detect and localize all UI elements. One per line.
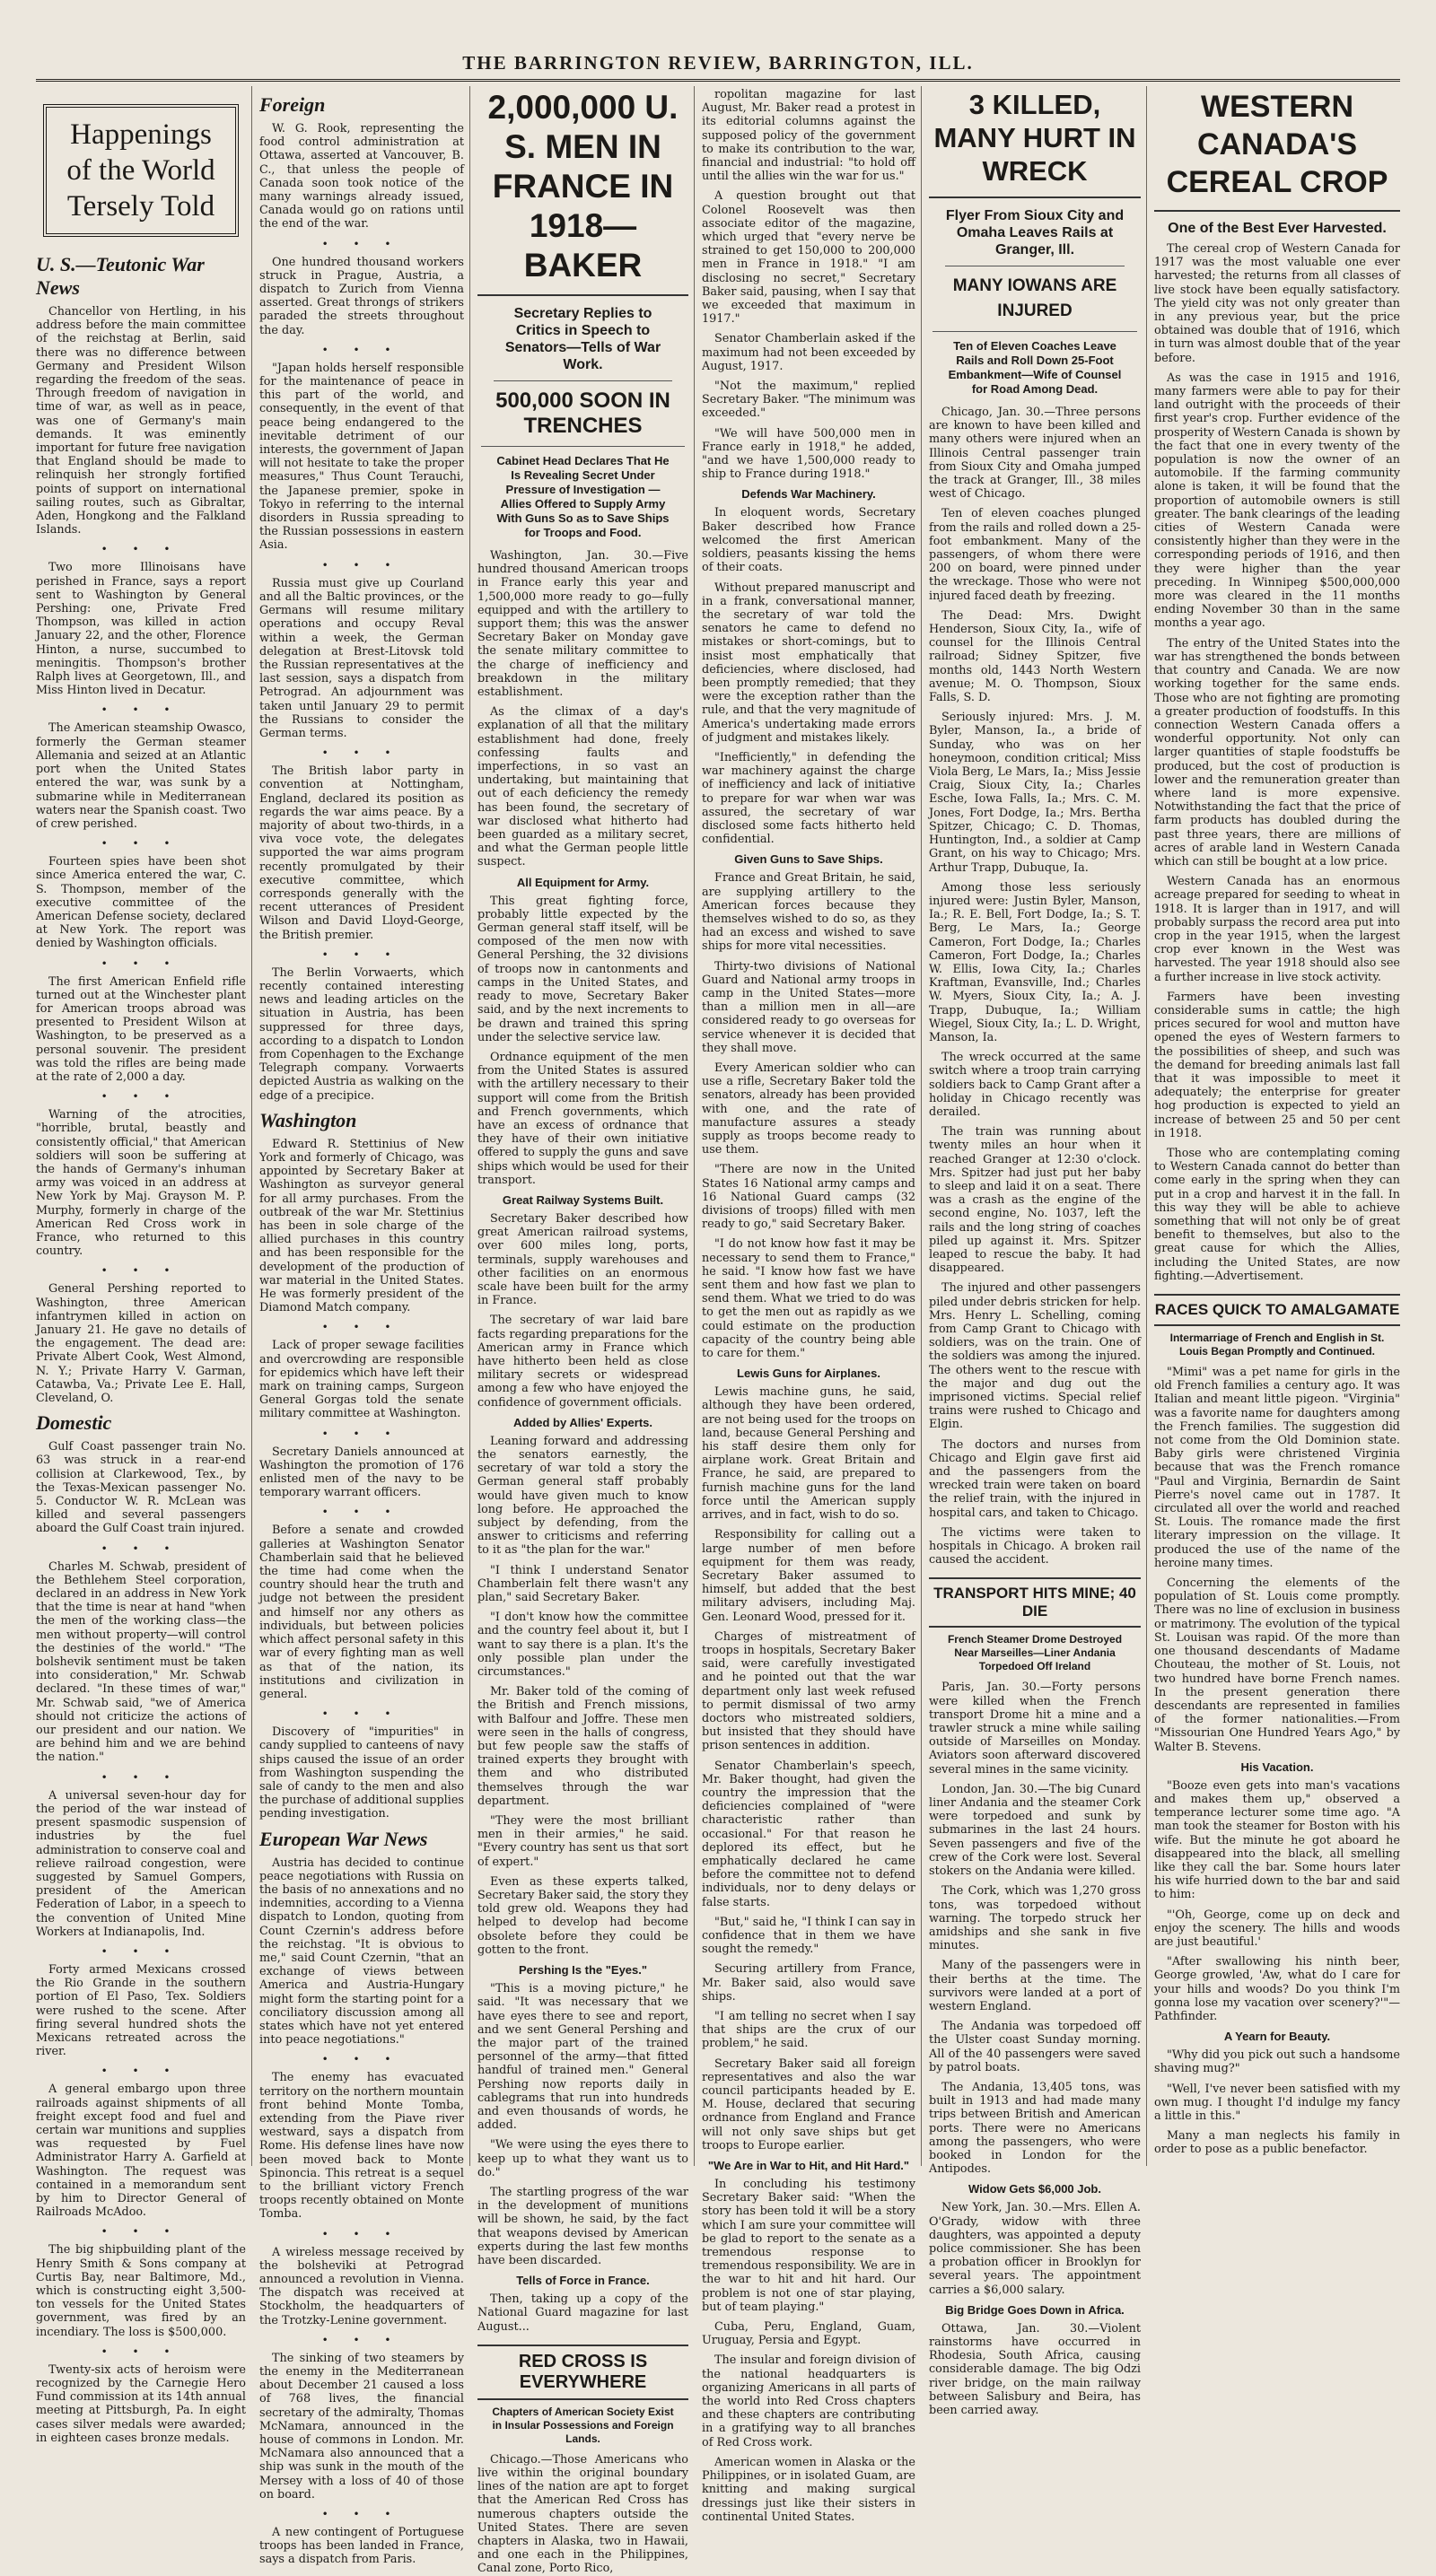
column-3 <box>477 88 688 2576</box>
news-paragraph: ropolitan magazine for last August, Mr. Baker read a protest in its editorial columns against the supposed policy of the government to make its contribution to the war, financial and industrial: "to hold off until the allies win the war for us." <box>702 88 915 184</box>
news-paragraph: "Mimi" was a pet name for girls in the old French families a century ago. It was Italian and meant little pigeon. "Virginia" was a favorite name for daughters among the French families. The suggestion did not come from the Old Dominion state. Baby girls were christened Virginia because that was the French romance "Paul and Virginia, Bernardin de Saint Pierre's novel came out in 1787. It circulated all over the world and reached St. Louis. The romance made the first literary impression on the village. It produced the use of the name of the heroine many times. <box>1154 1366 1400 1570</box>
news-paragraph: Many a man neglects his family in order to pose as a public benefactor. <box>1154 2129 1400 2157</box>
news-paragraph: "I don't know how the committee and the country feel about it, but I want to say there is a plan. It's the only possible plan under the circumstances." <box>477 1611 688 1680</box>
separator-dots: • • • <box>101 2345 181 2358</box>
news-paragraph: "We were using the eyes there to keep up to what they want us to do." <box>477 2138 688 2179</box>
separator-dots: • • • <box>321 1427 402 1440</box>
separator-dots: • • • <box>101 1541 181 1555</box>
news-paragraph: This great fighting force, probably little expected by the German general staff itself, will be composed of the men now with General Pershing, the 32 divisions of troops now in cantonments and camps in the United States, and ready to move, Secretary Baker said, and by the next increments to be drawn and trained this spring under the selective service law. <box>477 894 688 1044</box>
news-paragraph: As the climax of a day's explanation of all that the military establishment had done, freely confessing faults and imperfections, in so vast an undertaking, but maintaining that out of each deficiency the remedy has been found, the secretary of war disclosed what hitherto had been guarded as a military secret, and what the German people little suspect. <box>477 705 688 869</box>
section-head-teutonic: U. S.—Teutonic War News <box>36 253 205 299</box>
news-paragraph: "We will have 500,000 men in France early in 1918," he added, "and we have 1,500,000 ready to ship to France during 1918." <box>702 426 915 482</box>
news-paragraph: "Japan holds herself responsible for the maintenance of peace in this part of the world, and consequently, in the event of that peace being endangered to the inevitable detriment of our interests, the government of Japan will not hesitate to take the proper measures," Thus Count Terauchi, the Japanese premier, spoke in Tokyo in referring to the internal disorders in Russia spreading to the Russian possessions in eastern Asia. <box>259 361 464 553</box>
news-paragraph: A new contingent of Portuguese troops has been landed in France, says a dispatch from Paris. <box>259 2526 464 2567</box>
separator-dots: • • • <box>321 558 402 572</box>
news-paragraph: The entry of the United States into the war has strengthened the bonds between that country and Canada. We are now working together for the same ends. Those who are not fighting are promoting a greater production of foodstuffs. In this connection Western Canada offers a wonderful opportunity. Not only can larger quantities of staple foodstuffs be produced, but the cost of production is lower and the remuneration greater than where land is more expensive. Notwithstanding the fact that the price of farm products has doubled during the past three years, there are millions of acres of arable land in Western Canada which can still be bought at a low price. <box>1154 636 1400 869</box>
separator-dots: • • • <box>321 2333 402 2346</box>
section-head-washington: Washington <box>259 1108 357 1131</box>
races-headline: RACES QUICK TO AMALGAMATE <box>1154 1294 1400 1326</box>
canada-headline: WESTERN CANADA'S CEREAL CROP <box>1154 88 1400 212</box>
news-paragraph: The secretary of war laid bare facts regarding preparations for the American army in France which have hitherto been held as close military secrets or widespread among a few who have enjoyed the confidence of government officials. <box>477 1314 688 1410</box>
news-paragraph: Farmers have been investing considerable sums in cattle; the high prices secured for wool and mutton have opened the eyes of Western farmers to the possibilities of sheep, and such was the demand for breeding animals last fall that it was impossible to meet it adequately; the enterprise for greater hog production is expected to yield an increase of between 25 and 50 per cent in 1918. <box>1154 990 1400 1140</box>
masthead-title: THE BARRINGTON REVIEW, BARRINGTON, ILL. <box>462 52 974 74</box>
news-paragraph: Chicago, Jan. 30.—Three persons are known to have been killed and many others were injured when an Illinois Central passenger train from Sioux City and Omaha jumped the track at Granger, Ill., 38 miles west of Chicago. <box>929 406 1141 502</box>
news-paragraph: Two more Illinoisans have perished in France, says a report sent to Washington by General Pershing: one, Private Fred Thompson, was killed in action January 22, and the other, Florence Hinton, a nurse, succumbed to meningitis. Thompson's brother Ralph lives at Georgetown, Ill., and Miss Hinton lived in Decatur. <box>36 561 246 698</box>
news-paragraph: A universal seven-hour day for the period of the war instead of present spasmodic suspension of industries by the fuel administration to conserve coal and relieve railroad congestion, were suggested by Samuel Gompers, president of the American Federation of Labor, in a speech to the convention of United Mine Workers at Indianapolis, Ind. <box>36 1788 246 1939</box>
news-paragraph: The victims were taken to hospitals in Chicago. A broken rail caused the accident. <box>929 1525 1141 1567</box>
news-paragraph: France and Great Britain, he said, are supplying artillery to the American forces because they themselves wished to do so, as they had an excess and wished to save ships for more vital necessities. <box>702 871 915 954</box>
baker-deck-2: 500,000 SOON IN TRENCHES <box>481 389 685 447</box>
separator-dots: • • • <box>321 2508 402 2521</box>
news-paragraph: Western Canada has an enormous acreage prepared for seeding to wheat in 1918. It is larger than in 1917, and will probably surpass the record area put into crop in the year 1915, when the largest crop ever known in the West was harvested. The year 1918 should also see a further increase in live stock activity. <box>1154 875 1400 984</box>
news-paragraph: Among those less seriously injured were: Justin Byler, Manson, Ia.; R. E. Bell, Fort Dodge, Ia.; S. T. Berg, Le Mars, Ia.; George Cameron, Fort Dodge, Ia.; Charles Cameron, Fort Dodge, Ia.; Charles W. Ellis, Iowa City, Ia.; Charles Kraftman, Evansville, Ind.; Charles W. Myers, Sioux City, Ia.; A. J. Trapp, Dubuque, Ia.; William Wiegel, Sioux City, Ia.; L. D. Wright, Manson, Ia. <box>929 880 1141 1044</box>
news-paragraph: The big shipbuilding plant of the Henry Smith & Sons company at Curtis Bay, near Baltimore, Md., which is constructing eight 3,500-ton vessels for the United States government, was fired by an incendiary. The loss is $500,000. <box>36 2243 246 2339</box>
column-6 <box>1154 88 1400 2168</box>
separator-dots: • • • <box>101 956 181 970</box>
news-paragraph: Ottawa, Jan. 30.—Violent rainstorms have occurred in Rhodesia, South Africa, causing considerable damage. The big Odzi river bridge, on the main railway between Salisbury and Beira, has been carried away. <box>929 2321 1141 2417</box>
news-paragraph: Secretary Baker described how great American railroad systems, over 600 miles long, ports, terminals, supply warehouses and other facilities on an enormous scale have been built for the army in France. <box>477 1211 688 1308</box>
baker-headline: 2,000,000 U. S. MEN IN FRANCE IN 1918—BAKER <box>477 88 688 296</box>
news-paragraph: "After swallowing his ninth beer, George growled, 'Aw, what do I care for your hills and woods? Do you think I'm gonna lose my vacation over scenery?'"—Pathfinder. <box>1154 1955 1400 2023</box>
news-paragraph: The injured and other passengers piled under debris stricken for help. Mrs. Henry L. Schelling, coming from Camp Grant to Chicago with soldiers, was on the train. One of the soldiers was among the injured. The others went to the rescue with the major and dug out the imprisoned victims. Special relief trains were rushed to Chicago and Elgin. <box>929 1281 1141 1432</box>
news-paragraph: The startling progress of the war in the development of munitions will be shown, he said, by the fact that weapons devised by American experts during the last few months have been discarded. <box>477 2185 688 2267</box>
news-paragraph: Senator Chamberlain's speech, Mr. Baker thought, had given the country the impression that the deficiencies complained of "were characteristic rather than occasional." For that reason he deplored its effect, but he emphatically declared he came before the committee not to defend individuals, nor to deny delays or false starts. <box>702 1759 915 1909</box>
column-5 <box>929 88 1141 2417</box>
column-rule <box>1146 86 1147 2166</box>
news-paragraph: One hundred thousand workers struck in Prague, Austria, a dispatch to Zurich from Vienna asserted. Great throngs of strikers paraded the streets throughout the day. <box>259 255 464 337</box>
news-paragraph: "Well, I've never been satisfied with my own mug. I thought I'd indulge my fancy a little in this." <box>1154 2082 1400 2123</box>
separator-dots: • • • <box>321 1707 402 1721</box>
subhead-guns: Given Guns to Save Ships. <box>734 852 883 867</box>
news-paragraph: Even as these experts talked, Secretary Baker said, the story they told grew old. Weapons they had helped to develop had become obsolete before they could be gotten to the front. <box>477 1874 688 1957</box>
news-paragraph: The Cork, which was 1,270 gross tons, was torpedoed without warning. The torpedo struck her amidships and she sank in five minutes. <box>929 1884 1141 1953</box>
wreck-deck-1: Flyer From Sioux City and Omaha Leaves Rails at Granger, Ill. <box>945 207 1125 266</box>
separator-dots: • • • <box>101 2225 181 2239</box>
news-paragraph: Secretary Daniels announced at Washington the promotion of 176 enlisted men of the navy to be temporary warrant officers. <box>259 1445 464 1500</box>
redcross-deck: Chapters of American Society Exist in Insular Possessions and Foreign Lands. <box>492 2405 674 2445</box>
news-paragraph: Ordnance equipment of the men from the United States is assured with the artillery necessary to their support will come from the British and French governments, which have an excess of ordnance that they have of their own initiative offered to supply the guns and save ships which would be used for their transport. <box>477 1050 688 1187</box>
baker-deck-1: Secretary Replies to Critics in Speech to Senators—Tells of War Work. <box>494 305 672 381</box>
separator-dots: • • • <box>101 837 181 851</box>
wreck-deck-2: MANY IOWANS ARE INJURED <box>933 274 1137 332</box>
news-paragraph: The British labor party in convention at Nottingham, England, declared its position as regards the war aims peace. By a majority of about two-thirds, in a viva voce vote, the delegates supported the war aims program recently promulgated by their executive committee, which corresponds generally with the recent utterances of President Wilson and David Lloyd-George, the British premier. <box>259 764 464 942</box>
news-paragraph: The enemy has evacuated territory on the northern mountain front behind Monte Tomba, extending from the Piave river westward, says a dispatch from Rome. His defense lines have now been moved back to Monte Spinoncia. This retreat is a sequel to the brilliant victory French troops recently obtained on Monte Tomba. <box>259 2071 464 2222</box>
news-paragraph: Leaning forward and addressing the senators earnestly, the secretary of war told a story the German general staff probably would have given much to know long before. He approached the subject by defending, from the answer to criticisms and referring to it as "the plan for the war." <box>477 1434 688 1558</box>
subhead-hit: "We Are in War to Hit, and Hit Hard." <box>707 2159 910 2173</box>
news-paragraph: Lack of proper sewage facilities and overcrowding are responsible for epidemics which have left their mark on training camps, Surgeon General Gorgas told the senate military committee at Washington. <box>259 1339 464 1421</box>
news-paragraph: Charges of mistreatment of troops in hospitals, Secretary Baker said, were carefully investigated and he pointed out that the war department only last week refused to permit dismissal of two army doctors who mistreated soldiers, but insisted that they should have prison sentences in addition. <box>702 1629 915 1753</box>
headline-line: Happenings <box>70 118 212 151</box>
section-head-domestic: Domestic <box>36 1411 112 1435</box>
news-paragraph: Senator Chamberlain asked if the maximum had not been exceeded by August, 1917. <box>702 332 915 373</box>
subhead-railway: Great Railway Systems Built. <box>502 1192 664 1207</box>
news-paragraph: The Andania, 13,405 tons, was built in 1913 and had made many trips between British and American ports. There were no Americans among the passengers, who were booked in London for the Antipodes. <box>929 2080 1141 2177</box>
separator-dots: • • • <box>101 543 181 556</box>
masthead <box>36 52 1400 82</box>
news-paragraph: Washington, Jan. 30.—Five hundred thousand American troops in France early this year and 1,500,000 more ready to go—fully equipped and with the artillery to support them; this was the answer Secretary Baker on Monday gave the senate military committee to the charge of inefficiency and breakdown in the military establishment. <box>477 549 688 700</box>
news-paragraph: Edward R. Stettinius of New York and formerly of Chicago, was appointed by Secretary Baker at Washington as surveyor general for all army purchases. From the outbreak of the war Mr. Stettinius has been in sole charge of the allied purchases in this country and has been responsible for the development of the production of war material in the United States. He was formerly president of the Diamond Match company. <box>259 1137 464 1315</box>
news-paragraph: Warning of the atrocities, "horrible, brutal, beastly and consistently official," that American soldiers will soon be suffering at the hands of Germany's inhuman army was voiced in an address at New York by Maj. Grayson M. P. Murphy, formerly in charge of the American Red Cross work in France, who returned to this country. <box>36 1108 246 1259</box>
happenings-boxed-headline <box>43 104 239 237</box>
column-1 <box>36 88 246 2445</box>
news-paragraph: Discovery of "impurities" in candy supplied to canteens of navy ships caused the issue of an order from Washington suspending the sale of candy to the men and also the purchase of additional supplies pending investigation. <box>259 1725 464 1821</box>
separator-dots: • • • <box>321 1321 402 1334</box>
news-paragraph: Concerning the elements of the population of St. Louis come promptly. There was no line of exclusion in business or matrimony. The evolution of the typical St. Louisan was rapid. Of the more than one thousand descendants of Madame Chouteau, the mother of St. Louis, not two hundred have borne French names. In the present generation there descendants are represented in families of the former nationalities.—From "Missourian One Hundred Years Ago," by Walter B. Stevens. <box>1154 1576 1400 1754</box>
separator-dots: • • • <box>321 747 402 760</box>
news-paragraph: "There are now in the United States 16 National army camps and 16 National Guard camps (32 divisions of troops) filled with men ready to go," said Secretary Baker. <box>702 1163 915 1232</box>
transport-deck: French Steamer Drome Destroyed Near Marseilles—Liner Andania Torpedoed Off Ireland <box>947 1633 1123 1673</box>
subhead-equipment: All Equipment for Army. <box>516 875 650 889</box>
news-paragraph: "Inefficiently," in defending the war machinery against the charge of inefficiency and lack of initiative to prepare for war when war was assured, the secretary of war disclosed some facts hitherto held confidential. <box>702 750 915 847</box>
news-paragraph: "I am telling no secret when I say that ships are the crux of our problem," he said. <box>702 2010 915 2051</box>
news-paragraph: Gulf Coast passenger train No. 63 was struck in a rear-end collision at Clarkewood, Tex., by the Texas-Mexican passenger No. 5. Conductor W. R. McLean was killed and several passengers aboard the Gulf Coast train injured. <box>36 1440 246 1536</box>
news-paragraph: Those who are contemplating coming to Western Canada cannot do better than come early in the spring when they can put in a crop and harvest it in the fall. In this way they will be able to achieve something that will not only be of great benefit to themselves, but also to the great cause for which the Allies, including the United States, are now fighting.—Advertisement. <box>1154 1147 1400 1283</box>
news-paragraph: Russia must give up Courland and all the Baltic provinces, or the Germans will resume military operations and occupy Reval within a week, the German delegation at Brest-Litovsk told the Russian representatives at the last session, says a dispatch from Petrograd. An adjournment was taken until January 29 to permit the Russians to consider the German terms. <box>259 576 464 740</box>
separator-dots: • • • <box>101 1770 181 1784</box>
subhead-tells: Tells of Force in France. <box>516 2274 650 2288</box>
news-paragraph: The first American Enfield rifle turned out at the Winchester plant for American troops abroad was presented to President Wilson at Washington, to be preserved as a personal souvenir. The president was told the rifles are being made at the rate of 2,000 a day. <box>36 974 246 1084</box>
canada-deck: One of the Best Ever Harvested. <box>1168 221 1387 236</box>
news-paragraph: The Dead: Mrs. Dwight Henderson, Sioux City, Ia., wife of counsel for the Illinois Central railroad; Sidney Spitzer, five months old, 1443 North Western avenue; M. O. Thompson, Sioux Falls, S. D. <box>929 608 1141 705</box>
separator-dots: • • • <box>101 2065 181 2078</box>
news-paragraph: A wireless message received by the bolsheviki at Petrograd announced a revolution in Vienna. The dispatch was received at Stockholm, the headquarters of the Trotzky-Lenine government. <box>259 2245 464 2327</box>
headline-line: of the World <box>66 154 215 187</box>
wreck-deck-3: Ten of Eleven Coaches Leave Rails and Roll Down 25-Foot Embankment—Wife of Counsel for Road Among Dead. <box>948 339 1122 396</box>
news-paragraph: Mr. Baker told of the coming of the British and French missions, with Balfour and Joffre. These men were seen in the halls of congress, but few people saw the staffs of trained experts they brought with them and who distributed themselves through the war department. <box>477 1685 688 1808</box>
news-paragraph: Paris, Jan. 30.—Forty persons were killed when the French transport Drome hit a mine and a trawler struck a mine while sailing outside of Marseilles on Monday. Aviators soon afterward discovered several mines in the same vicinity. <box>929 1681 1141 1777</box>
column-rule <box>921 86 922 2166</box>
article-group-domestic <box>36 1440 246 2445</box>
column-rule <box>251 86 252 2166</box>
news-paragraph: As was the case in 1915 and 1916, many farmers were able to pay for their land outright with the proceeds of their first year's crop. Further evidence of the prosperity of Western Canada is shown by the fact that one in every twenty of the population is now the owner of an automobile. If the farming community alone is taken, it will be found that the proportion of automobile owners is still greater. The bank clearings of the leading cities of Western Canada were consistently higher than they were in the corresponding periods of 1916, and then they were higher than the year preceding. In Winnipeg $500,000,000 more was cleared in the 11 months ending November 30 than in the same months a year ago. <box>1154 371 1401 631</box>
news-paragraph: Seriously injured: Mrs. J. M. Byler, Manson, Ia., a bride of Sunday, who was on her honeymoon, condition critical; Miss Viola Berg, Le Mars, Ia.; Miss Jessie Craig, Sioux City, Ia.; Charles Esche, Iowa Falls, Ia.; Mrs. C. M. Jones, Fort Dodge, Ia.; Mrs. Bertha Spitzer, Chicago; C. D. Thomas, Huntington, Ind., a soldier at Camp Grant, on his way to Chicago; Mrs. Arthur Trapp, Dubuque, Ia. <box>929 711 1141 875</box>
section-head-foreign: Foreign <box>259 93 326 116</box>
news-paragraph: The American steamship Owasco, formerly the German steamer Allemania and seized at an Atlantic port when the United States entered the war, was sunk by a submarine while in Mediterranean waters near the Spanish coast. Two of crew perished. <box>36 721 246 831</box>
news-paragraph: "But," said he, "I think I can say in confidence that in them we have sought the remedy." <box>702 1915 915 1957</box>
news-paragraph: Forty armed Mexicans crossed the Rio Grande in the southern portion of El Paso, Tex. Soldiers were rushed to the scene. After firing several hundred shots the Mexicans retreated across the river. <box>36 1962 246 2059</box>
news-paragraph: The sinking of two steamers by the enemy in the Mediterranean about December 21 caused a loss of 768 lives, the financial secretary of the admiralty, Thomas McNamara, announced in the house of commons in London. Mr. McNamara also announced that a ship was sunk in the mouth of the Mersey with a loss of 40 of those on board. <box>259 2351 464 2502</box>
subhead-pershing: Pershing Is the "Eyes." <box>518 1963 648 1978</box>
news-paragraph: Then, taking up a copy of the National Guard magazine for last August... <box>477 2292 688 2334</box>
news-paragraph: The insular and foreign division of the national headquarters is organizing Americans in all parts of the world into Red Cross chapters and these chapters are contributing in a gratifying way to all branches of Red Cross work. <box>702 2353 915 2449</box>
headline-line: Tersely Told <box>66 190 215 223</box>
news-paragraph: A general embargo upon three railroads against shipments of all freight except food and fuel and certain war munitions and supplies was requested by Fuel Administrator Harry A. Garfield at Washington. The request was contained in a memorandum sent by him to Director General of Railroads McAdoo. <box>36 2083 246 2220</box>
column-4 <box>702 88 915 2524</box>
news-paragraph: The cereal crop of Western Canada for 1917 was the most valuable one ever harvested; the returns from all classes of live stock have been equally satisfactory. The yield city was not only greater than in any previous year, but the price obtained was double that of 1916, which in turn was almost double that of the year before. <box>1154 242 1400 365</box>
news-paragraph: Austria has decided to continue peace negotiations with Russia on the basis of no annexations and no indemnities, according to a Vienna dispatch to London, quoting from Count Czernin's address before the reichstag. "It is obvious to me," said Count Czernin, "that an exchange of views between America and Austria-Hungary might form the starting point for a conciliatory discussion among all states which have not yet entered into peace negotiations." <box>259 1856 464 2048</box>
section-head-european: European War News <box>259 1827 428 1850</box>
widow-headline: Widow Gets $6,000 Job. <box>968 2182 1101 2196</box>
separator-dots: • • • <box>321 947 402 961</box>
subhead-machinery: Defends War Machinery. <box>741 487 876 502</box>
news-paragraph: The wreck occurred at the same switch where a troop train carrying soldiers back to Camp Grant after a holiday in Chicago recently was derailed. <box>929 1051 1141 1119</box>
news-paragraph: The Berlin Vorwaerts, which recently contained interesting news and leading articles on the situation in Austria, has been suppressed for three days, according to a dispatch to London from Copenhagen to the Exchange Telegraph company. Vorwaerts depicted Austria as walking on the edge of a precipice. <box>259 965 464 1103</box>
news-paragraph: The Andania was torpedoed off the Ulster coast Sunday morning. All of the 40 passengers were saved by patrol boats. <box>929 2020 1141 2074</box>
news-paragraph: Ten of eleven coaches plunged from the rails and rolled down a 25-foot embankment. Many of the passengers, of whom there were 200 on board, were pinned under the wreckage. Those who were not injured faced death by freezing. <box>929 507 1141 603</box>
beauty-headline: A Yearn for Beauty. <box>1223 2030 1331 2044</box>
news-paragraph: Chicago.—Those Americans who live within the original boundary lines of the nation are apt to forget that the American Red Cross has numerous chapters outside the United States. There are seven chapters in Alaska, two in Hawaii, and one each in the Philippines, Canal zone, Porto Rico, <box>477 2452 688 2576</box>
wreck-headline: 3 KILLED, MANY HURT IN WRECK <box>929 88 1141 198</box>
news-paragraph: Chancellor von Hertling, in his address before the main committee of the reichstag at Berlin, said there was no difference between Germany and President Wilson regarding the freedom of the seas. Through freedom of navigation in time of war, as well as in peace, was one of Germany's main demands. It was eminently important for future free navigation that England should be made to relinquish her strongly fortified points of support on international sailing routes, such as Gibraltar, Aden, Hongkong and the Falkland Islands. <box>36 305 246 537</box>
separator-dots: • • • <box>101 1090 181 1104</box>
news-paragraph: W. G. Rook, representing the food control administration at Ottawa, asserted at Vancouver, B. C., that unless the people of Canada soon took notice of the many warnings already issued, Canada would go on rations until the end of the war. <box>259 122 464 231</box>
separator-dots: • • • <box>321 1506 402 1519</box>
vacation-headline: His Vacation. <box>1240 1760 1314 1774</box>
news-paragraph: "They were the most brilliant men in their armies," he said. "Every country has sent us that sort of expert." <box>477 1814 688 1869</box>
article-group-teutonic <box>36 305 246 1405</box>
news-paragraph: Thirty-two divisions of National Guard and National army troops in camp in the United States—more than a million men in all—are considered ready to go overseas for service whenever it is decided that they shall move. <box>702 959 915 1055</box>
news-paragraph: "I do not know how fast it may be necessary to send them to France," he said. "I know how fast we have sent them and how fast we plan to send them. What we tried to do was to get the men out as rapidly as we could estimate on the production capacity of the country being able to care for them." <box>702 1237 915 1361</box>
news-paragraph: Cuba, Peru, England, Guam, Uruguay, Persia and Egypt. <box>702 2320 915 2348</box>
news-paragraph: American women in Alaska or the Philippines, or in isolated Guam, are knitting and making surgical dressings just like their sisters in continental United States. <box>702 2455 915 2524</box>
news-paragraph: Every American soldier who can use a rifle, Secretary Baker told the senators, already has been provided with one, and the rate of manufacture assures a steady supply as troops become ready to use them. <box>702 1061 915 1157</box>
news-paragraph: New York, Jan. 30.—Mrs. Ellen A. O'Grady, widow with three daughters, was appointed a deputy police commissioner. She has been a probation officer in Brooklyn for several years. The appointment carries a $6,000 salary. <box>929 2201 1141 2297</box>
news-paragraph: Many of the passengers were in their berths at the time. The survivors were landed at a port of western England. <box>929 1959 1141 2013</box>
news-paragraph: Before a senate and crowded galleries at Washington Senator Chamberlain said that he believed the time had come when the country should hear the truth and judge not between the president and himself nor any others as individuals, but between policies which affect personal safety in this war of every fighting man as well as that of the nation, its institutions and civilization in general. <box>259 1524 464 1701</box>
news-paragraph: "I think I understand Senator Chamberlain felt there wasn't any plan," said Secretary Baker. <box>477 1563 688 1605</box>
column-2 <box>259 88 464 2567</box>
news-paragraph: General Pershing reported to Washington, three American infantrymen killed in action on January 21. He gave no details of the engagement. The dead are: Private Albert Cook, West Almond, N. Y.; Private Harry V. Garman, Catawba, Va.; Private Lee E. Hall, Cleveland, O. <box>36 1282 246 1406</box>
news-paragraph: In eloquent words, Secretary Baker described how France welcomed the first American soldiers, peasants kissing the hems of their coats. <box>702 506 915 575</box>
news-paragraph: Twenty-six acts of heroism were recognized by the Carnegie Hero Fund commission at its 14th annual meeting at Pittsburgh, Pa. In eight cases silver medals were awarded; in eighteen cases bronze medals. <box>36 2362 246 2445</box>
redcross-headline: RED CROSS IS EVERYWHERE <box>477 2345 688 2400</box>
news-paragraph: Without prepared manuscript and in a frank, conversational manner, the secretary of war told the senators he came to defend no mistakes or short-comings, but to insist most emphatically that deficiencies, where disclosed, had been promptly remedied; that they were the exception rather than the rule, and that the very magnitude of America's undertaking made errors of judgment and mistakes likely. <box>702 581 915 745</box>
separator-dots: • • • <box>101 1944 181 1958</box>
news-paragraph: Fourteen spies have been shot since America entered the war, C. S. Thompson, member of the executive committee of the American Defense society, declared at New York. The report was denied by Washington officials. <box>36 855 246 951</box>
news-paragraph: The train was running about twenty miles an hour when it reached Granger at 12:30 o'clock. Mrs. Spitzer had just put her baby to sleep and laid it on a seat. There was a crash as the engine of the second engine, No. 1037, left the rails and the long string of coaches piled up against it. Mrs. Spitzer leaped to rescue the baby. It had disappeared. <box>929 1125 1141 1276</box>
baker-deck-3: Cabinet Head Declares That He Is Revealing Secret Under Pressure of Investigation — Allies Offered to Supply Army With Guns So as to Save Ships for Troops and Food. <box>496 454 670 539</box>
news-paragraph: "Why did you pick out such a handsome shaving mug?" <box>1154 2048 1400 2076</box>
separator-dots: • • • <box>321 237 402 250</box>
separator-dots: • • • <box>101 703 181 717</box>
separator-dots: • • • <box>321 343 402 356</box>
news-paragraph: The doctors and nurses from Chicago and Elgin gave first aid and the passengers from the wrecked train were taken on board the relief train, with the injured in hospital cars, and taken to Chicago. <box>929 1437 1141 1520</box>
separator-dots: • • • <box>321 2227 402 2240</box>
bridge-headline: Big Bridge Goes Down in Africa. <box>945 2302 1125 2317</box>
news-paragraph: "Booze even gets into man's vacations and makes them up," observed a temperance lecturer some time ago. "A man took the steamer for Boston with his wife. But the minute he got aboard he disappeared into the black, all smelling like they call the bar. Some hours later his wife hurried down to the bar and said to him: <box>1154 1778 1400 1902</box>
news-paragraph: Secretary Baker said all foreign representatives and also the war council participants headed by E. M. House, declared that securing ordnance from England and France will not only save ships but get troops to Europe earlier. <box>702 2056 915 2152</box>
news-paragraph: A question brought out that Colonel Roosevelt was then associate editor of the magazine, which urged that "every nerve be strained to get 150,000 to 200,000 men in France in 1918." "I am disclosing no secret," Secretary Baker said, pausing, when I say that we exceeded that maximum in 1917." <box>702 189 915 327</box>
races-deck: Intermarriage of French and English in St. Louis Began Promptly and Continued. <box>1169 1332 1385 1358</box>
subhead-allies: Added by Allies' Experts. <box>512 1415 653 1429</box>
news-paragraph: Responsibility for calling out a large number of men before equipment for them was ready, Secretary Baker assumed to himself, but added that the best military advisers, including Maj. Gen. Leonard Wood, pressed for it. <box>702 1528 915 1624</box>
news-paragraph: "This is a moving picture," he said. "It was necessary that we have eyes there to see and report, and we sent General Pershing and the major part of the trained personnel of the army—that fitted handful of trained men." General Pershing now reports daily in cablegrams that run into hundreds and even thousands of words, he added. <box>477 1982 688 2133</box>
column-rule <box>694 86 695 2166</box>
separator-dots: • • • <box>101 1264 181 1278</box>
transport-headline: TRANSPORT HITS MINE; 40 DIE <box>929 1577 1141 1628</box>
separator-dots: • • • <box>321 2053 402 2066</box>
news-paragraph: Securing artillery from France, Mr. Baker said, also would save ships. <box>702 1962 915 2004</box>
news-paragraph: Lewis machine guns, he said, although they have been ordered, are not being used for the troops on land, because General Pershing and his staff desire them only for airplane work. Great Britain and France, he said, are prepared to furnish machine guns for the land force until the American supply arrives, and in fact, wish to do so. <box>702 1385 915 1523</box>
news-paragraph: Charles M. Schwab, president of the Bethlehem Steel corporation, declared in an address in New York that the time is near at hand "when the men of the working class—the men without property—will control the destinies of the world." "The bolshevik sentiment must be taken into consideration," Mr. Schwab declared. "In these times of war," Mr. Schwab said, "we of America should not criticize the actions of our president and our nation. We are behind him and we are behind the nation." <box>36 1559 246 1765</box>
subhead-lewis: Lewis Guns for Airplanes. <box>737 1367 880 1381</box>
column-rule <box>469 86 470 2166</box>
news-paragraph: London, Jan. 30.—The big Cunard liner Andania and the steamer Cork were torpedoed and sunk by submarines in the last 24 hours. Seven passengers and five of the crew of the Cork were lost. Several stokers on the Andania were killed. <box>929 1782 1141 1879</box>
news-paragraph: "'Oh, George, come up on deck and enjoy the scenery. The hills and woods are just beautiful.' <box>1154 1908 1400 1949</box>
news-paragraph: "Not the maximum," replied Secretary Baker. "The minimum was exceeded." <box>702 380 915 421</box>
news-paragraph: In concluding his testimony Secretary Baker said: "When the story has been told it will be a story which I am sure your committee will be glad to report to the senate as a tremendous response to tremendous responsibility. We are in the war to hit and hit hard. Our problem is not one of star playing, but of team playing." <box>702 2178 915 2314</box>
